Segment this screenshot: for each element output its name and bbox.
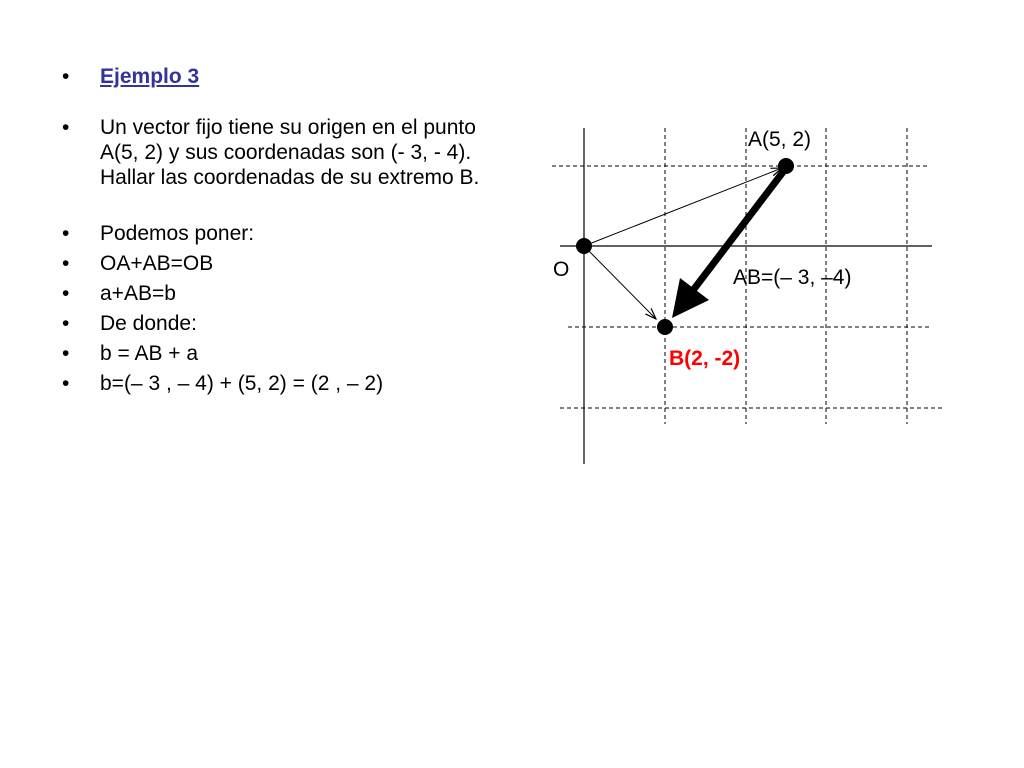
bullet-dot-icon: • — [62, 252, 70, 275]
statement-text: Un vector fijo tiene su origen en el punto A(5, 2) y sus coordenadas son (- 3, - 4). Hallar las coordenadas de su extremo B. — [100, 116, 480, 189]
vector-ob-arrow — [584, 246, 656, 319]
bullet-dot-icon: • — [62, 282, 70, 305]
bullet-dot-icon: • — [62, 116, 70, 139]
vector-ab-label: AB=(– 3, –4) — [733, 266, 852, 289]
bullet-dot-icon: • — [62, 342, 70, 365]
point-a — [778, 158, 794, 174]
step-text: OA+AB=OB — [100, 252, 214, 275]
origin-point — [576, 238, 592, 254]
bullet-dot-icon: • — [62, 372, 70, 395]
origin-label: O — [553, 258, 570, 281]
bullet-dot-icon: • — [62, 312, 70, 335]
step-text: a+AB=b — [100, 282, 176, 305]
bullet-dot-icon: • — [62, 222, 70, 245]
example-title-link[interactable]: Ejemplo 3 — [100, 65, 200, 88]
point-b-label: B(2, -2) — [669, 347, 741, 370]
point-a-label: A(5, 2) — [748, 128, 812, 151]
step-text: b=(– 3 , – 4) + (5, 2) = (2 , – 2) — [100, 372, 384, 395]
point-b — [657, 319, 673, 335]
vector-ab-arrowhead — [672, 278, 709, 318]
step-text: Podemos poner: — [100, 222, 255, 245]
step-text: b = AB + a — [100, 342, 199, 365]
step-text: De donde: — [100, 312, 197, 335]
bullet-dot-icon: • — [62, 65, 70, 88]
